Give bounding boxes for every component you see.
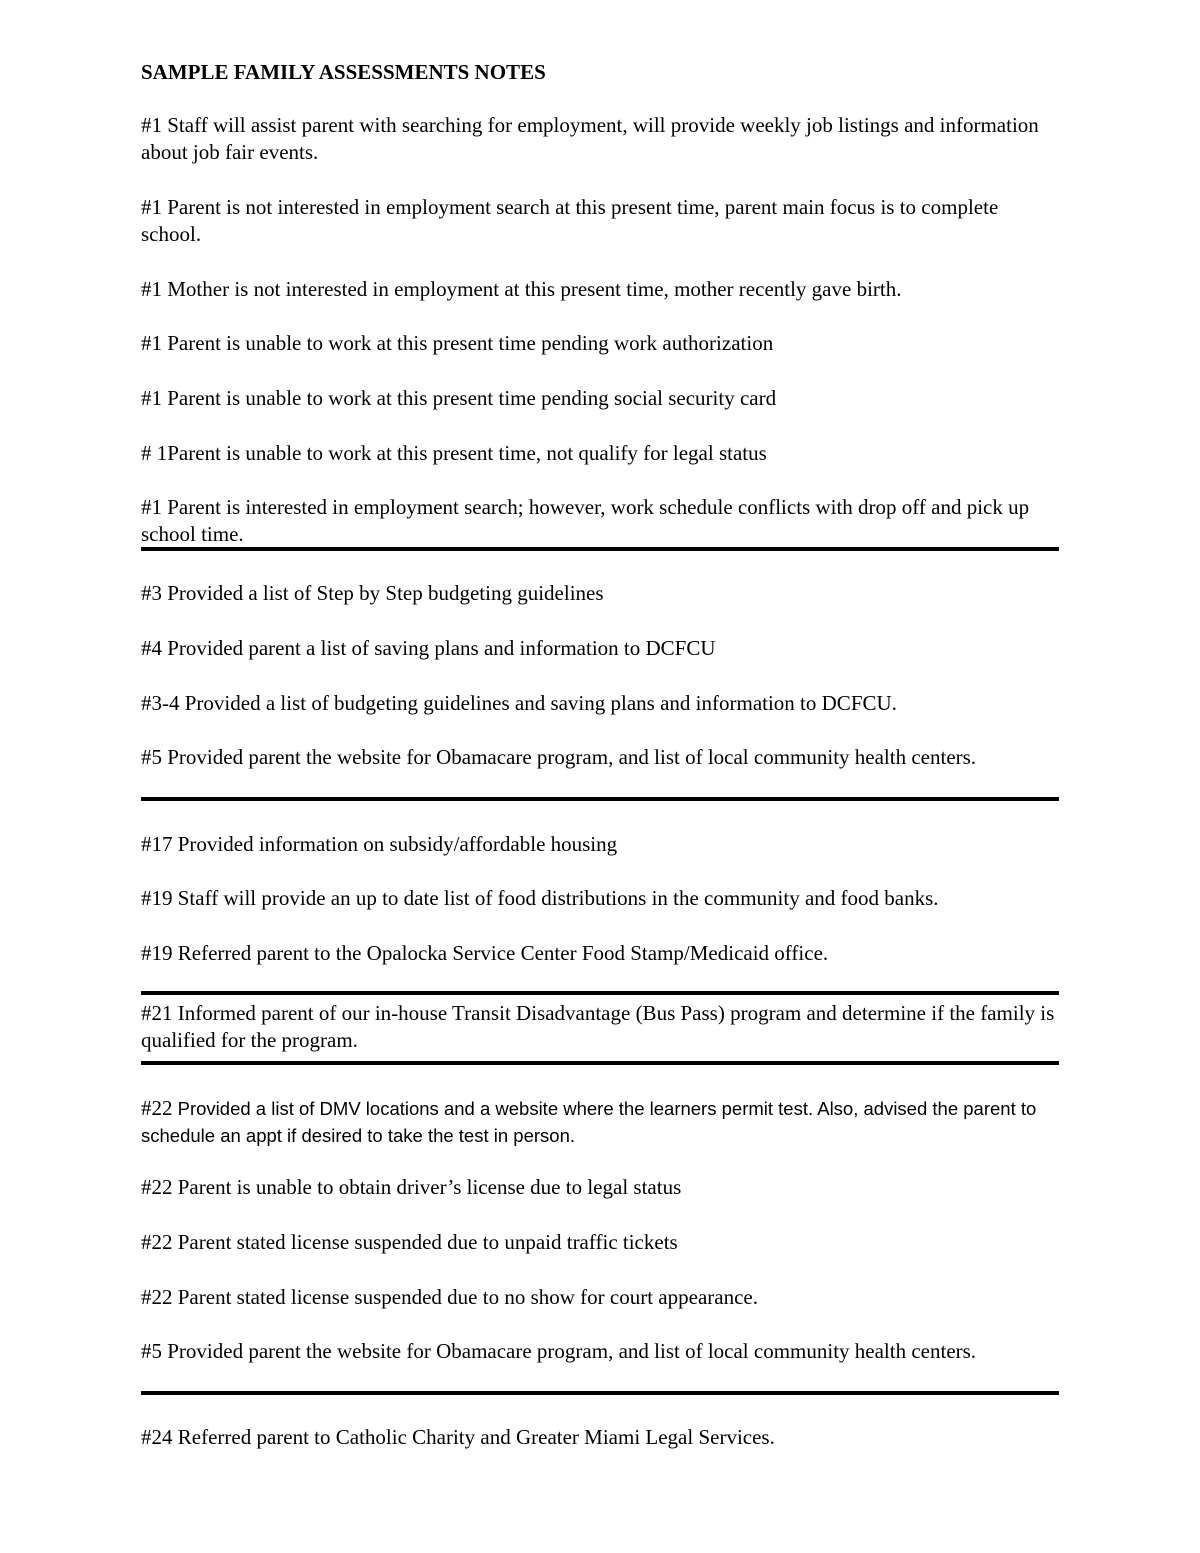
note-food-distribution: #19 Staff will provide an up to date list of food distributions in the community and food banks.	[141, 886, 939, 910]
note-legal-services: #24 Referred parent to Catholic Charity and Greater Miami Legal Services.	[141, 1425, 775, 1449]
note-schedule-conflict: #1 Parent is interested in employment search; however, work schedule conflicts with drop off and pick up school time.	[141, 495, 1030, 546]
note-employment-school: #1 Parent is not interested in employment search at this present time, parent main focus is to complete school.	[141, 195, 999, 246]
note-dmv-text: Provided a list of DMV locations and a website where the learners permit test. Also, advised the parent to schedule an appt if desired to take the test in person.	[141, 1098, 1037, 1146]
note-license-tickets: #22 Parent stated license suspended due to unpaid traffic tickets	[141, 1230, 678, 1254]
document-title: SAMPLE FAMILY ASSESSMENTS NOTES	[141, 60, 546, 84]
note-legal-status: # 1Parent is unable to work at this present time, not qualify for legal status	[141, 441, 767, 465]
note-employment-birth: #1 Mother is not interested in employment at this present time, mother recently gave birth.	[141, 277, 902, 301]
note-dmv-number: #22	[141, 1096, 173, 1120]
section-divider	[141, 547, 1059, 551]
section-divider	[141, 797, 1059, 801]
note-obamacare: #5 Provided parent the website for Obamacare program, and list of local community health centers.	[141, 745, 977, 769]
section-divider	[141, 991, 1059, 995]
note-dmv	[141, 1095, 1059, 1149]
section-divider	[141, 1061, 1059, 1065]
note-budgeting: #3 Provided a list of Step by Step budgeting guidelines	[141, 581, 604, 605]
note-housing: #17 Provided information on subsidy/affordable housing	[141, 832, 618, 856]
section-divider	[141, 1391, 1059, 1395]
note-work-authorization: #1 Parent is unable to work at this present time pending work authorization	[141, 331, 774, 355]
note-license-court: #22 Parent stated license suspended due to no show for court appearance.	[141, 1285, 758, 1309]
note-obamacare-repeat: #5 Provided parent the website for Obamacare program, and list of local community health centers.	[141, 1339, 977, 1363]
note-social-security: #1 Parent is unable to work at this present time pending social security card	[141, 386, 777, 410]
note-food-stamp: #19 Referred parent to the Opalocka Service Center Food Stamp/Medicaid office.	[141, 941, 829, 965]
note-saving-plans: #4 Provided parent a list of saving plans and information to DCFCU	[141, 636, 716, 660]
note-bus-pass: #21 Informed parent of our in-house Transit Disadvantage (Bus Pass) program and determine if the family is qualified for the program.	[141, 1001, 1055, 1052]
note-license-legal: #22 Parent is unable to obtain driver’s license due to legal status	[141, 1175, 682, 1199]
note-employment-assist: #1 Staff will assist parent with searching for employment, will provide weekly job listings and information about job fair events.	[141, 113, 1039, 164]
note-budget-saving: #3-4 Provided a list of budgeting guidelines and saving plans and information to DCFCU.	[141, 691, 897, 715]
